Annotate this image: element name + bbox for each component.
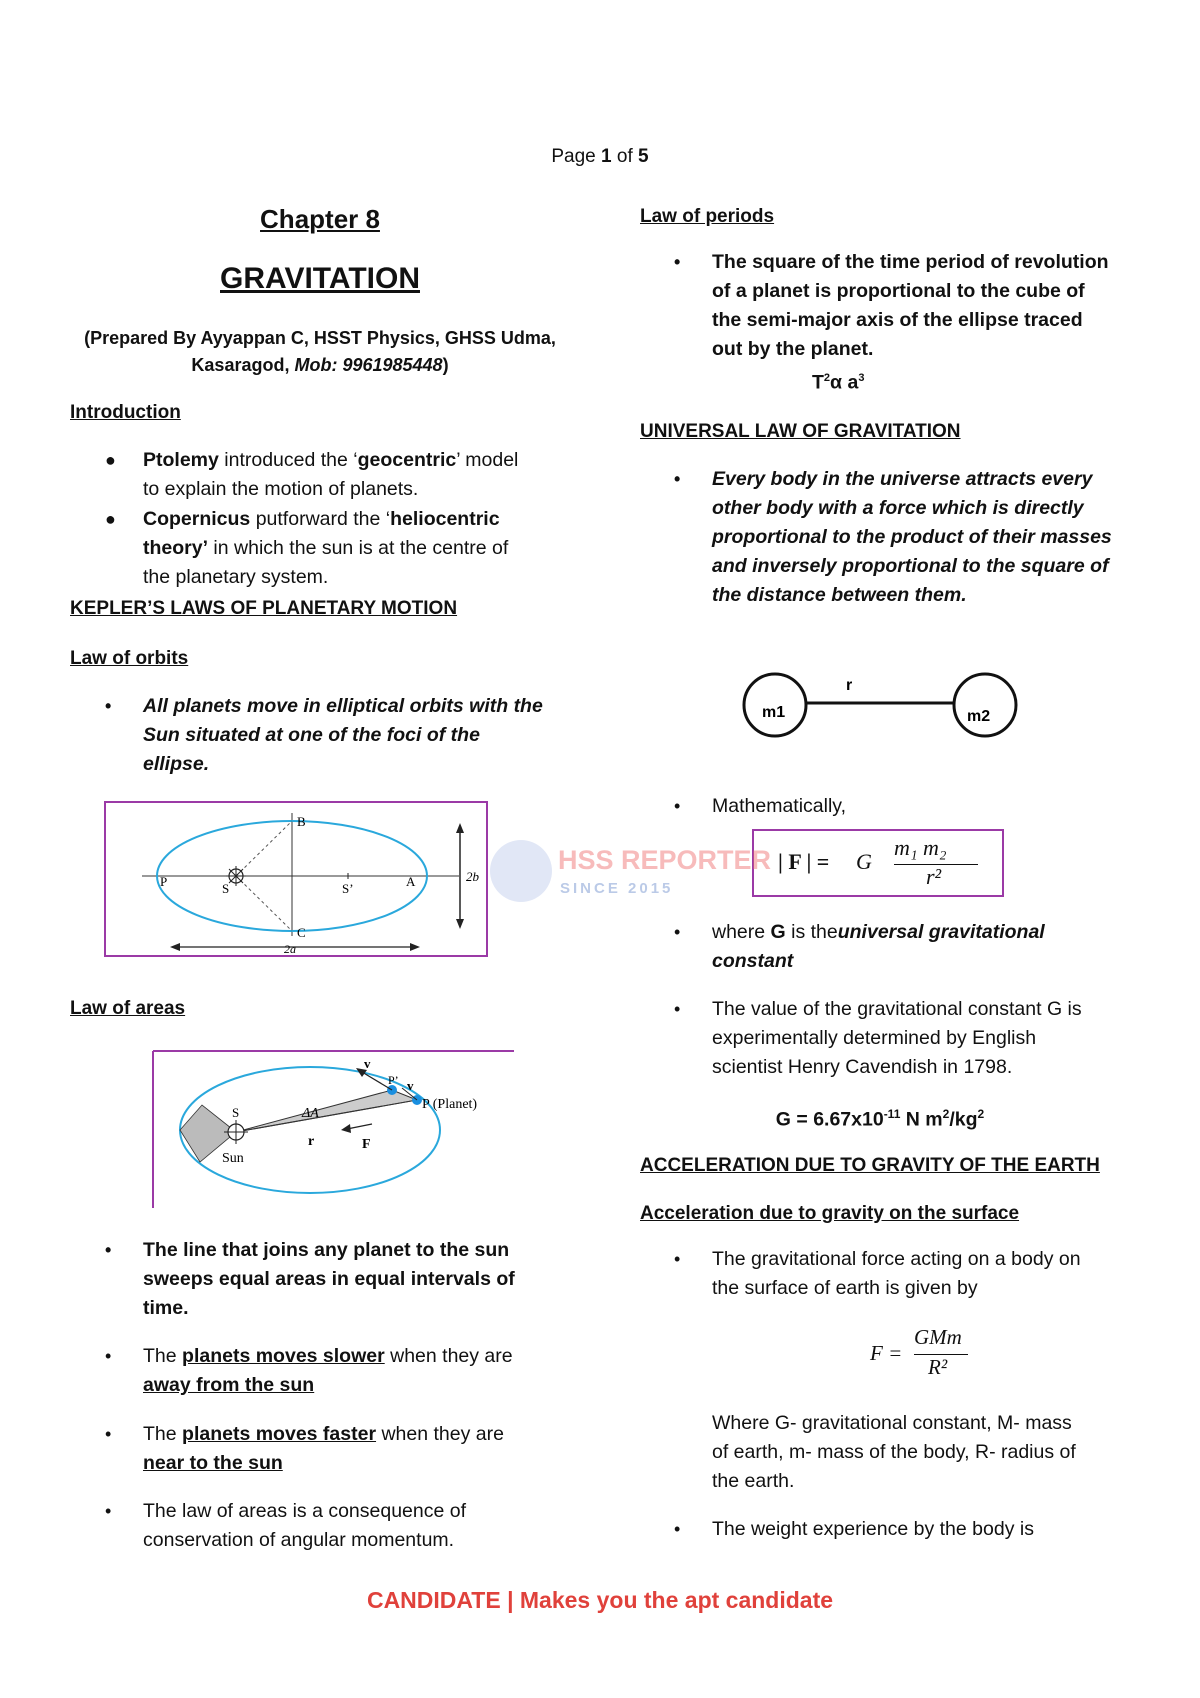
law-of-orbits-heading: Law of orbits <box>70 648 189 669</box>
gravitation-formula-box: | F | = G m₁ m₂ r² <box>752 829 1004 897</box>
surface-force-equation: F = GMm R² <box>870 1325 1000 1385</box>
areas-bullet-faster: • The planets moves faster when they are near to the sun <box>105 1423 504 1474</box>
law-of-periods-heading: Law of periods <box>640 206 775 227</box>
law-of-areas-figure <box>152 1050 517 1210</box>
universal-law-bullet: • Every body in the universe attracts every other body with a force which is directly proportional to the product of their masses and inversely proportional to the square of the distance between them. <box>674 468 1112 606</box>
label-A: A <box>406 874 416 889</box>
areas-bullet-slower: • The planets moves slower when they are away from the sun <box>105 1345 513 1396</box>
footer-tagline: CANDIDATE | Makes you the apt candidate <box>366 1587 834 1613</box>
label-sun-S: S <box>232 1105 240 1120</box>
law-of-areas-heading: Law of areas <box>70 998 186 1019</box>
distance-r-label: r <box>846 677 853 694</box>
label-2a: 2a <box>284 942 296 956</box>
G-value: $G = 6.67x10^{-11}$ N $m^2/kg^2$ <box>775 1107 985 1131</box>
universal-law-heading: UNIVERSAL LAW OF GRAVITATION <box>640 421 961 442</box>
areas-bullet-equal: • The line that joins any planet to the sun sweeps equal areas in equal intervals of time. <box>105 1239 515 1319</box>
label-r: r <box>308 1134 315 1149</box>
label-B: B <box>297 814 306 829</box>
label-P-prime: P’ <box>388 1073 399 1087</box>
surface-force-bullet: • The gravitational force acting on a body on the surface of earth is given by <box>674 1248 1081 1299</box>
watermark-name: HSS REPORTER <box>558 845 772 875</box>
cavendish-bullet: • The value of the gravitational constant G is experimentally determined by English scientist Henry Cavendish in 1798. <box>674 998 1082 1078</box>
two-masses-figure <box>740 665 1020 745</box>
where-variables-text: Where G- gravitational constant, M- mass of earth, m- mass of the body, R- radius of the earth. <box>712 1412 1076 1492</box>
label-v1: v <box>364 1056 371 1071</box>
mathematically-bullet: • Mathematically, <box>674 795 847 817</box>
label-2b: 2b <box>466 869 479 884</box>
intro-bullet-ptolemy: ● Ptolemy introduced the ‘geocentric’ model to explain the motion of planets. <box>105 449 519 500</box>
ellipse-orbit-figure <box>104 801 488 957</box>
watermark-since: SINCE 2015 <box>560 880 674 897</box>
mass-m2-label: m2 <box>967 708 991 725</box>
author-credit: (Prepared By Ayyappan C, HSST Physics, GHSS Udma, Kasaragod, Mob: 9961985448) <box>84 328 556 375</box>
periods-bullet: • The square of the time period of revolution of a planet is proportional to the cube of the semi-major axis of the ellipse traced out by the planet. $T^2\alpha$ $a^3$ <box>674 251 1109 394</box>
weight-bullet: • The weight experience by the body is <box>674 1518 1034 1540</box>
chapter-label: Chapter 8 <box>260 204 380 234</box>
label-S: S <box>222 881 230 896</box>
label-sun: Sun <box>222 1151 244 1166</box>
page-number: Page 1 of 5 <box>551 146 649 167</box>
introduction-heading: Introduction <box>70 402 181 423</box>
watermark-logo-icon <box>490 840 552 902</box>
where-G-bullet: • where G is theuniversal gravitational constant <box>674 921 1045 972</box>
label-v2: v <box>407 1078 414 1093</box>
intro-bullet-copernicus: ● Copernicus putforward the ‘heliocentric theory’ in which the sun is at the centre of the planetary system. <box>105 508 509 588</box>
label-C: C <box>297 925 306 940</box>
areas-bullet-angular-momentum: • The law of areas is a consequence of conservation of angular momentum. <box>105 1500 467 1551</box>
kepler-heading: KEPLER’S LAWS OF PLANETARY MOTION <box>70 598 458 619</box>
acceleration-heading: ACCELERATION DUE TO GRAVITY OF THE EARTH <box>640 1155 1100 1176</box>
chapter-title: GRAVITATION <box>220 262 420 295</box>
surface-gravity-heading: Acceleration due to gravity on the surface <box>640 1203 1020 1224</box>
label-delta-A: ΔA <box>302 1106 319 1121</box>
label-S-prime: S’ <box>342 881 354 896</box>
label-planet: P (Planet) <box>422 1097 478 1112</box>
label-P: P <box>160 874 168 889</box>
orbits-bullet: • All planets move in elliptical orbits with the Sun situated at one of the foci of the ellipse. <box>105 695 543 775</box>
mass-m1-label: m1 <box>762 704 786 721</box>
label-F: F <box>362 1137 371 1152</box>
